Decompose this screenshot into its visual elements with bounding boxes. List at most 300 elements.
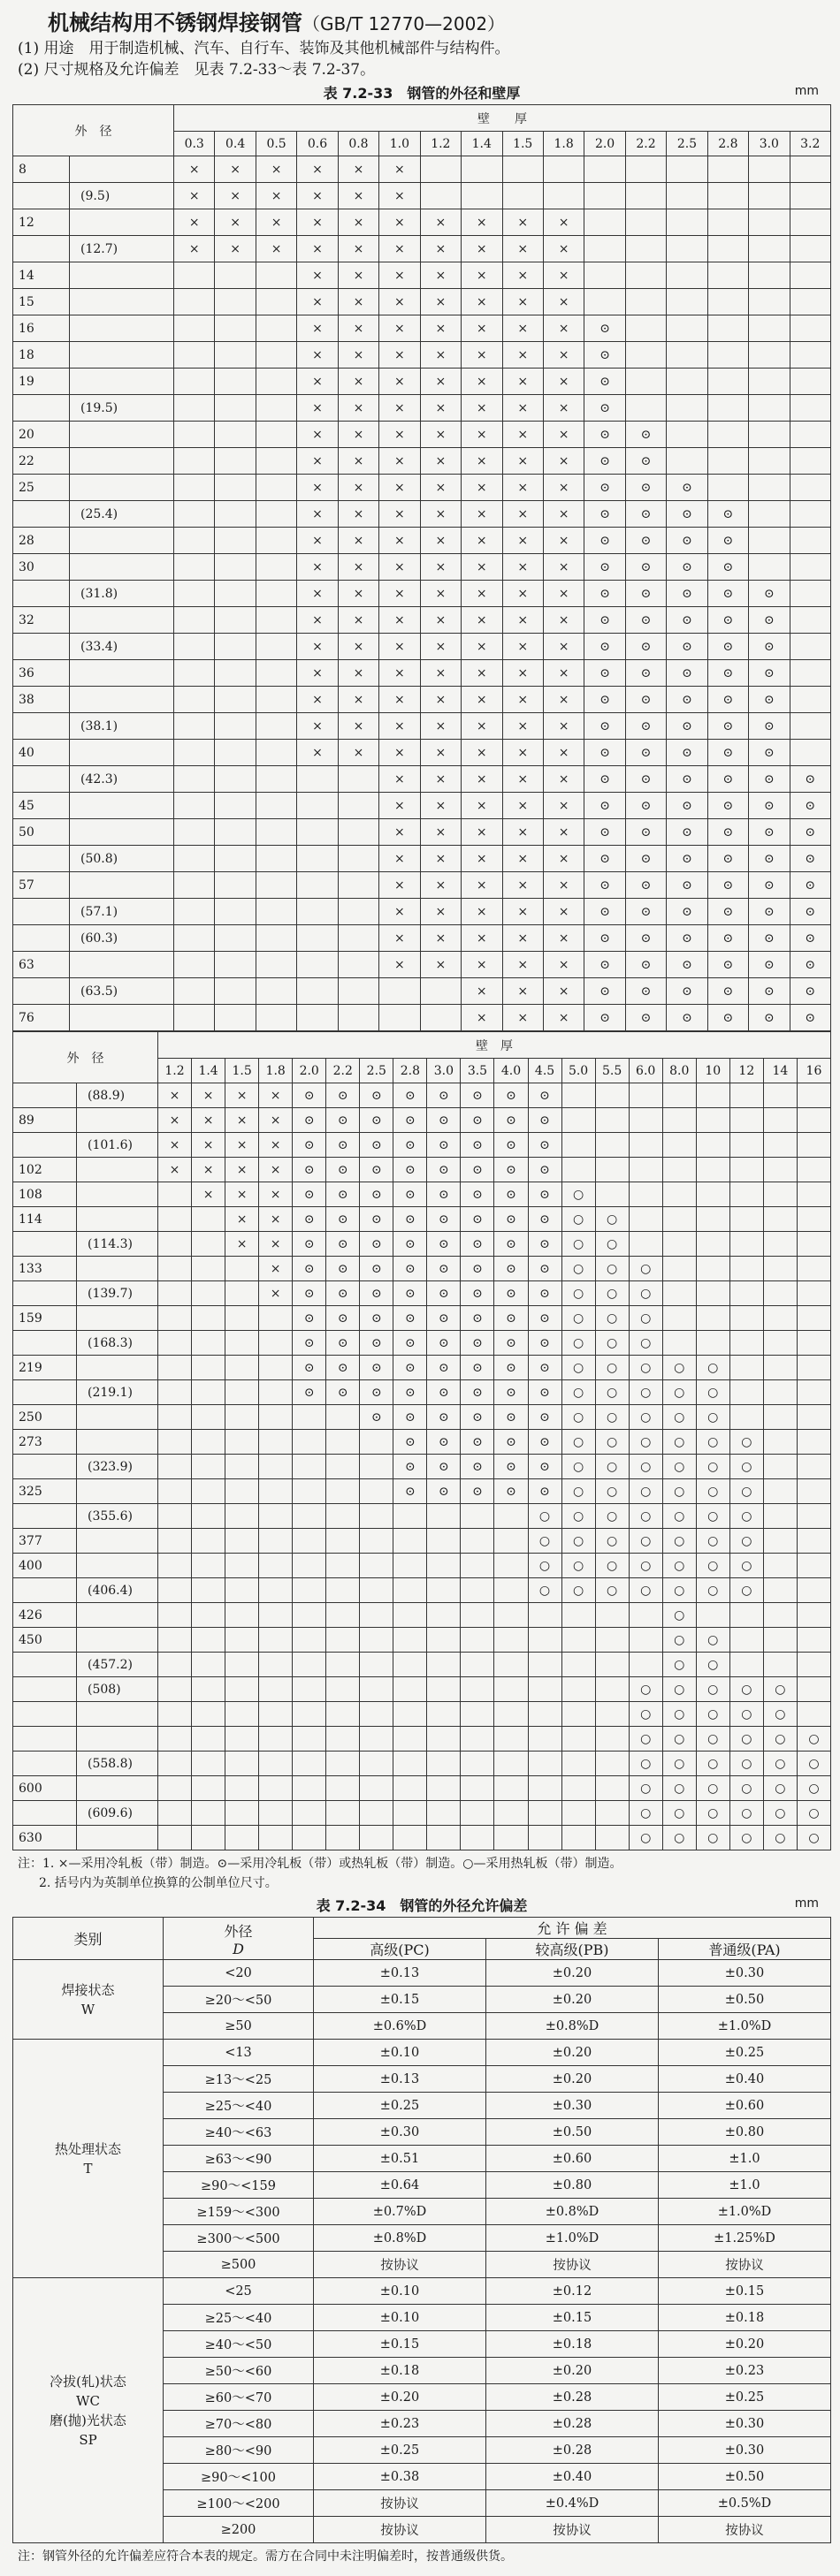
empty-cell	[360, 1752, 393, 1776]
empty-cell	[427, 1578, 461, 1603]
size-row	[13, 1257, 831, 1281]
cold-rolled-mark: ×	[192, 1158, 225, 1182]
empty-cell	[729, 1306, 763, 1331]
hot-rolled-mark: ○	[629, 1677, 662, 1702]
cold-rolled-mark: ×	[379, 475, 420, 501]
cold-rolled-mark: ×	[225, 1133, 259, 1158]
od-imperial: (25.4)	[70, 501, 174, 528]
empty-cell	[192, 1405, 225, 1430]
cold-or-hot-rolled-mark: ⊙	[749, 660, 790, 687]
empty-cell	[158, 1554, 192, 1578]
empty-cell	[625, 369, 666, 395]
empty-cell	[584, 289, 625, 315]
hot-rolled-mark: ○	[797, 1727, 830, 1752]
empty-cell	[749, 395, 790, 422]
empty-cell	[763, 1430, 797, 1455]
cold-rolled-mark: ×	[379, 209, 420, 236]
hot-rolled-mark: ○	[662, 1702, 696, 1727]
cold-or-hot-rolled-mark: ⊙	[293, 1356, 326, 1380]
empty-cell	[215, 978, 256, 1005]
empty-cell	[293, 1776, 326, 1801]
empty-cell	[461, 1504, 494, 1529]
empty-cell	[215, 846, 256, 872]
tolerance-pa: ±0.30	[659, 2437, 831, 2464]
category-line: WC	[76, 2392, 100, 2409]
empty-cell	[393, 1826, 427, 1850]
size-row	[13, 1232, 831, 1257]
hot-rolled-mark: ○	[629, 1430, 662, 1455]
cold-rolled-mark: ×	[379, 369, 420, 395]
cold-rolled-mark: ×	[297, 369, 338, 395]
empty-cell	[427, 1826, 461, 1850]
cold-or-hot-rolled-mark: ⊙	[293, 1207, 326, 1232]
hot-rolled-mark: ○	[763, 1826, 797, 1850]
cold-or-hot-rolled-mark: ⊙	[427, 1356, 461, 1380]
hot-rolled-mark: ○	[662, 1405, 696, 1430]
cold-or-hot-rolled-mark: ⊙	[494, 1306, 528, 1331]
cold-rolled-mark: ×	[502, 978, 543, 1005]
empty-cell	[696, 1331, 729, 1356]
empty-cell	[595, 1628, 629, 1653]
tolerance-pc: 按协议	[314, 2517, 486, 2543]
empty-cell	[192, 1677, 225, 1702]
od-imperial: (33.4)	[70, 634, 174, 660]
empty-cell	[561, 1826, 595, 1850]
wall-value: 14	[763, 1059, 797, 1083]
empty-cell	[256, 660, 296, 687]
od-range: ≥90～<100	[164, 2464, 314, 2490]
empty-cell	[790, 607, 830, 634]
empty-cell	[297, 793, 338, 819]
empty-cell	[192, 1331, 225, 1356]
cold-rolled-mark: ×	[462, 899, 502, 925]
cold-rolled-mark: ×	[462, 766, 502, 793]
cold-or-hot-rolled-mark: ⊙	[584, 713, 625, 740]
hot-rolled-mark: ○	[696, 1826, 729, 1850]
tolerance-pb: ±0.8%D	[486, 2013, 659, 2040]
cold-or-hot-rolled-mark: ⊙	[707, 581, 748, 607]
wall-value: 3.0	[427, 1059, 461, 1083]
empty-cell	[729, 1083, 763, 1108]
empty-cell	[158, 1603, 192, 1628]
hot-rolled-mark: ○	[595, 1430, 629, 1455]
od-metric	[13, 1677, 77, 1702]
empty-cell	[763, 1108, 797, 1133]
empty-cell	[192, 1578, 225, 1603]
cold-or-hot-rolled-mark: ⊙	[790, 793, 830, 819]
cold-or-hot-rolled-mark: ⊙	[584, 978, 625, 1005]
empty-cell	[393, 1776, 427, 1801]
tolerance-pa: ±0.5%D	[659, 2490, 831, 2517]
size-row	[13, 422, 831, 448]
cold-or-hot-rolled-mark: ⊙	[293, 1108, 326, 1133]
od-metric: 630	[13, 1826, 77, 1850]
empty-cell	[360, 1603, 393, 1628]
cold-rolled-mark: ×	[543, 1005, 584, 1031]
empty-cell	[763, 1603, 797, 1628]
od-imperial	[70, 209, 174, 236]
cold-or-hot-rolled-mark: ⊙	[293, 1083, 326, 1108]
empty-cell	[259, 1455, 293, 1479]
cold-or-hot-rolled-mark: ⊙	[584, 395, 625, 422]
cold-or-hot-rolled-mark: ⊙	[707, 687, 748, 713]
cold-rolled-mark: ×	[543, 819, 584, 846]
od-metric	[13, 1702, 77, 1727]
cold-rolled-mark: ×	[420, 369, 461, 395]
cold-rolled-mark: ×	[215, 236, 256, 262]
empty-cell	[225, 1826, 259, 1850]
empty-cell	[256, 607, 296, 634]
cold-or-hot-rolled-mark: ⊙	[790, 846, 830, 872]
empty-cell	[225, 1578, 259, 1603]
cold-rolled-mark: ×	[502, 687, 543, 713]
cold-rolled-mark: ×	[259, 1108, 293, 1133]
tolerance-pa: ±0.50	[659, 1987, 831, 2013]
cold-or-hot-rolled-mark: ⊙	[790, 899, 830, 925]
empty-cell	[729, 1232, 763, 1257]
empty-cell	[215, 740, 256, 766]
cold-or-hot-rolled-mark: ⊙	[393, 1108, 427, 1133]
od-imperial	[77, 1306, 158, 1331]
od-metric: 273	[13, 1430, 77, 1455]
cold-rolled-mark: ×	[502, 607, 543, 634]
empty-cell	[763, 1529, 797, 1554]
empty-cell	[667, 209, 707, 236]
od-metric: 15	[13, 289, 70, 315]
cold-rolled-mark: ×	[379, 766, 420, 793]
od-metric: 63	[13, 952, 70, 978]
empty-cell	[192, 1306, 225, 1331]
size-row	[13, 1380, 831, 1405]
od-imperial	[70, 369, 174, 395]
empty-cell	[225, 1702, 259, 1727]
empty-cell	[749, 183, 790, 209]
empty-cell	[625, 289, 666, 315]
cold-rolled-mark: ×	[502, 634, 543, 660]
cold-or-hot-rolled-mark: ⊙	[326, 1356, 360, 1380]
wall-value: 0.6	[297, 132, 338, 156]
cold-or-hot-rolled-mark: ⊙	[584, 660, 625, 687]
cold-rolled-mark: ×	[462, 262, 502, 289]
hot-rolled-mark: ○	[696, 1578, 729, 1603]
cold-rolled-mark: ×	[420, 315, 461, 342]
cold-or-hot-rolled-mark: ⊙	[360, 1257, 393, 1281]
size-row	[13, 1628, 831, 1653]
tolerance-pc: ±0.10	[314, 2305, 486, 2331]
hot-rolled-mark: ○	[662, 1356, 696, 1380]
empty-cell	[561, 1108, 595, 1133]
empty-cell	[797, 1554, 830, 1578]
cold-rolled-mark: ×	[379, 660, 420, 687]
cold-or-hot-rolled-mark: ⊙	[360, 1158, 393, 1182]
cold-rolled-mark: ×	[297, 581, 338, 607]
empty-cell	[797, 1281, 830, 1306]
cold-or-hot-rolled-mark: ⊙	[707, 872, 748, 899]
empty-cell	[729, 1380, 763, 1405]
empty-cell	[293, 1826, 326, 1850]
empty-cell	[763, 1504, 797, 1529]
cold-or-hot-rolled-mark: ⊙	[427, 1405, 461, 1430]
cold-rolled-mark: ×	[192, 1108, 225, 1133]
empty-cell	[297, 846, 338, 872]
od-imperial: (323.9)	[77, 1455, 158, 1479]
cold-rolled-mark: ×	[379, 554, 420, 581]
od-metric: 76	[13, 1005, 70, 1031]
empty-cell	[595, 1653, 629, 1677]
cold-rolled-mark: ×	[297, 236, 338, 262]
hot-rolled-mark: ○	[696, 1356, 729, 1380]
size-row	[13, 740, 831, 766]
cold-or-hot-rolled-mark: ⊙	[749, 687, 790, 713]
cold-or-hot-rolled-mark: ⊙	[393, 1455, 427, 1479]
od-metric: 426	[13, 1603, 77, 1628]
cold-rolled-mark: ×	[338, 740, 378, 766]
size-row	[13, 1405, 831, 1430]
empty-cell	[360, 1727, 393, 1752]
cold-rolled-mark: ×	[338, 448, 378, 475]
cold-or-hot-rolled-mark: ⊙	[584, 475, 625, 501]
empty-cell	[797, 1603, 830, 1628]
cold-rolled-mark: ×	[502, 660, 543, 687]
cold-or-hot-rolled-mark: ⊙	[494, 1455, 528, 1479]
tolerance-pb: ±0.4%D	[486, 2490, 659, 2517]
od-range: ≥20～<50	[164, 1987, 314, 2013]
empty-cell	[326, 1603, 360, 1628]
cold-or-hot-rolled-mark: ⊙	[749, 793, 790, 819]
empty-cell	[595, 1158, 629, 1182]
size-row	[13, 1529, 831, 1554]
cold-rolled-mark: ×	[502, 925, 543, 952]
od-imperial	[70, 422, 174, 448]
cold-or-hot-rolled-mark: ⊙	[326, 1108, 360, 1133]
cold-rolled-mark: ×	[502, 289, 543, 315]
empty-cell	[158, 1628, 192, 1653]
cold-or-hot-rolled-mark: ⊙	[625, 793, 666, 819]
od-imperial: (558.8)	[77, 1752, 158, 1776]
empty-cell	[561, 1727, 595, 1752]
od-metric: 30	[13, 554, 70, 581]
empty-cell	[790, 422, 830, 448]
empty-cell	[174, 315, 215, 342]
empty-cell	[256, 899, 296, 925]
empty-cell	[797, 1182, 830, 1207]
od-imperial: (42.3)	[70, 766, 174, 793]
empty-cell	[729, 1133, 763, 1158]
cold-rolled-mark: ×	[379, 315, 420, 342]
cold-or-hot-rolled-mark: ⊙	[749, 634, 790, 660]
wall-value: 6.0	[629, 1059, 662, 1083]
empty-cell	[561, 1628, 595, 1653]
cold-or-hot-rolled-mark: ⊙	[707, 793, 748, 819]
od-imperial: (31.8)	[70, 581, 174, 607]
empty-cell	[215, 1005, 256, 1031]
cold-rolled-mark: ×	[420, 660, 461, 687]
wall-value: 3.5	[461, 1059, 494, 1083]
empty-cell	[215, 448, 256, 475]
cold-or-hot-rolled-mark: ⊙	[528, 1479, 561, 1504]
empty-cell	[174, 369, 215, 395]
cold-or-hot-rolled-mark: ⊙	[667, 872, 707, 899]
empty-cell	[393, 1653, 427, 1677]
empty-cell	[215, 634, 256, 660]
tolerance-pa: ±0.50	[659, 2464, 831, 2490]
cold-rolled-mark: ×	[543, 846, 584, 872]
od-metric	[13, 713, 70, 740]
od-imperial	[77, 1108, 158, 1133]
category-line: 冷拔(轧)状态	[50, 2373, 126, 2390]
tolerance-pb: ±0.80	[486, 2172, 659, 2199]
cold-rolled-mark: ×	[543, 528, 584, 554]
cold-rolled-mark: ×	[420, 872, 461, 899]
cold-rolled-mark: ×	[379, 395, 420, 422]
od-metric	[13, 183, 70, 209]
empty-cell	[326, 1628, 360, 1653]
od-imperial	[77, 1405, 158, 1430]
size-row	[13, 501, 831, 528]
tolerance-pb: ±0.30	[486, 2093, 659, 2119]
empty-cell	[215, 369, 256, 395]
empty-cell	[326, 1826, 360, 1850]
od-range: ≥13～<25	[164, 2066, 314, 2093]
empty-cell	[790, 156, 830, 183]
cold-rolled-mark: ×	[297, 634, 338, 660]
hot-rolled-mark: ○	[729, 1677, 763, 1702]
empty-cell	[225, 1752, 259, 1776]
empty-cell	[256, 952, 296, 978]
cold-rolled-mark: ×	[338, 660, 378, 687]
empty-cell	[729, 1281, 763, 1306]
empty-cell	[667, 183, 707, 209]
cold-or-hot-rolled-mark: ⊙	[461, 1405, 494, 1430]
empty-cell	[790, 687, 830, 713]
od-imperial: (57.1)	[70, 899, 174, 925]
wall-value: 1.2	[420, 132, 461, 156]
empty-cell	[461, 1752, 494, 1776]
empty-cell	[158, 1257, 192, 1281]
cold-rolled-mark: ×	[420, 554, 461, 581]
size-row	[13, 183, 831, 209]
od-header-2: 外 径	[13, 1032, 158, 1083]
empty-cell	[595, 1133, 629, 1158]
tolerance-pa: ±0.30	[659, 2411, 831, 2437]
cold-rolled-mark: ×	[462, 315, 502, 342]
empty-cell	[158, 1306, 192, 1331]
empty-cell	[790, 342, 830, 369]
cold-rolled-mark: ×	[297, 475, 338, 501]
od-metric	[13, 899, 70, 925]
empty-cell	[749, 289, 790, 315]
cold-rolled-mark: ×	[297, 422, 338, 448]
cold-rolled-mark: ×	[338, 607, 378, 634]
empty-cell	[461, 1727, 494, 1752]
empty-cell	[360, 1504, 393, 1529]
od-metric: 16	[13, 315, 70, 342]
cold-or-hot-rolled-mark: ⊙	[461, 1380, 494, 1405]
empty-cell	[797, 1207, 830, 1232]
empty-cell	[427, 1677, 461, 1702]
cold-rolled-mark: ×	[259, 1182, 293, 1207]
empty-cell	[393, 1727, 427, 1752]
empty-cell	[215, 395, 256, 422]
empty-cell	[797, 1430, 830, 1455]
hot-rolled-mark: ○	[561, 1306, 595, 1331]
tolerance-row	[13, 2040, 831, 2066]
size-row	[13, 846, 831, 872]
empty-cell	[729, 1257, 763, 1281]
empty-cell	[293, 1628, 326, 1653]
od-metric	[13, 236, 70, 262]
cold-or-hot-rolled-mark: ⊙	[528, 1430, 561, 1455]
size-row	[13, 156, 831, 183]
cold-or-hot-rolled-mark: ⊙	[790, 952, 830, 978]
od-metric: 20	[13, 422, 70, 448]
hot-rolled-mark: ○	[696, 1479, 729, 1504]
cold-rolled-mark: ×	[543, 899, 584, 925]
empty-cell	[174, 581, 215, 607]
wall-value: 1.2	[158, 1059, 192, 1083]
empty-cell	[215, 872, 256, 899]
size-row	[13, 1752, 831, 1776]
cold-rolled-mark: ×	[420, 262, 461, 289]
cold-or-hot-rolled-mark: ⊙	[393, 1479, 427, 1504]
tolerance-pa: ±1.0%D	[659, 2013, 831, 2040]
cold-or-hot-rolled-mark: ⊙	[707, 846, 748, 872]
empty-cell	[461, 1776, 494, 1801]
table3-note: 注：钢管外径的允许偏差应符合本表的规定。需方在合同中未注明偏差时，按普通级供货。	[18, 2549, 513, 2564]
empty-cell	[293, 1677, 326, 1702]
od-imperial: (139.7)	[77, 1281, 158, 1306]
hot-rolled-mark: ○	[595, 1529, 629, 1554]
cold-or-hot-rolled-mark: ⊙	[494, 1257, 528, 1281]
tolerance-pc: ±0.64	[314, 2172, 486, 2199]
empty-cell	[174, 872, 215, 899]
od-metric: 450	[13, 1628, 77, 1653]
empty-cell	[707, 262, 748, 289]
empty-cell	[360, 1677, 393, 1702]
size-row	[13, 1702, 831, 1727]
cold-or-hot-rolled-mark: ⊙	[707, 1005, 748, 1031]
cold-rolled-mark: ×	[338, 422, 378, 448]
empty-cell	[427, 1628, 461, 1653]
cold-or-hot-rolled-mark: ⊙	[707, 501, 748, 528]
empty-cell	[494, 1603, 528, 1628]
empty-cell	[662, 1108, 696, 1133]
hot-rolled-mark: ○	[696, 1405, 729, 1430]
empty-cell	[338, 952, 378, 978]
empty-cell	[797, 1702, 830, 1727]
wall-value: 1.8	[543, 132, 584, 156]
od-imperial	[70, 1005, 174, 1031]
empty-cell	[629, 1158, 662, 1182]
cold-or-hot-rolled-mark: ⊙	[528, 1158, 561, 1182]
tolerance-pc: ±0.20	[314, 2384, 486, 2411]
empty-cell	[215, 501, 256, 528]
od-imperial	[70, 952, 174, 978]
empty-cell	[461, 1801, 494, 1826]
cold-rolled-mark: ×	[379, 448, 420, 475]
tolerance-pc: ±0.25	[314, 2437, 486, 2464]
cold-or-hot-rolled-mark: ⊙	[427, 1257, 461, 1281]
od-metric	[13, 978, 70, 1005]
empty-cell	[707, 369, 748, 395]
cold-or-hot-rolled-mark: ⊙	[427, 1207, 461, 1232]
empty-cell	[360, 1479, 393, 1504]
cold-rolled-mark: ×	[379, 872, 420, 899]
od-imperial	[77, 1182, 158, 1207]
tolerance-pa: ±0.18	[659, 2305, 831, 2331]
size-row	[13, 1108, 831, 1133]
od-metric	[13, 1232, 77, 1257]
